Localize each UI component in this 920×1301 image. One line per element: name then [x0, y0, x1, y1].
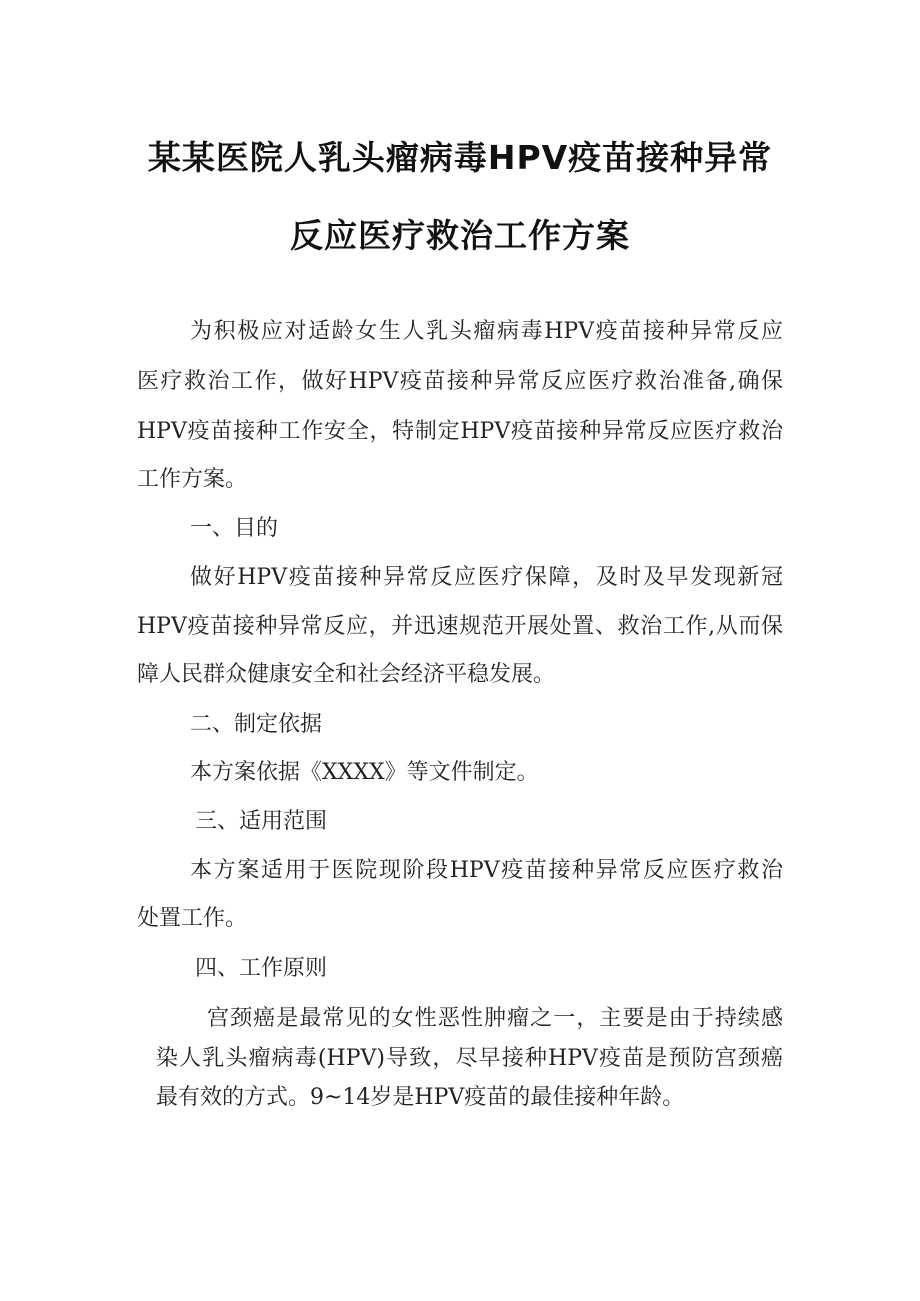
section-body-line: HPV疫苗接种异常反应，并迅速规范开展处置、救治工作,从而保 [137, 614, 783, 639]
intro-paragraph-line: 为积极应对适龄女生人乳头瘤病毒HPV疫苗接种异常反应 [190, 319, 783, 344]
section-body-line: 最有效的方式。9~14岁是HPV疫苗的最佳接种年龄。 [156, 1085, 685, 1110]
section-body-line: 做好HPV疫苗接种异常反应医疗保障，及时及早发现新冠 [190, 565, 783, 590]
intro-paragraph-line: HPV疫苗接种工作安全，特制定HPV疫苗接种异常反应医疗救治 [137, 419, 783, 444]
section-heading: 二、制定依据 [190, 712, 323, 737]
intro-paragraph-line: 工作方案。 [137, 467, 248, 492]
section-heading: 一、目的 [190, 516, 279, 541]
section-heading: 四、工作原则 [195, 956, 328, 981]
section-body-line: 处置工作。 [137, 906, 248, 931]
intro-paragraph-line: 医疗救治工作，做好HPV疫苗接种异常反应医疗救治准备,确保 [137, 369, 783, 394]
section-body-line: 宫颈癌是最常见的女性恶性肿瘤之一，主要是由于持续感 [207, 1006, 783, 1031]
document-title-line-1: 某某医院人乳头瘤病毒HPV疫苗接种异常 [147, 138, 773, 177]
section-body-line: 染人乳头瘤病毒(HPV)导致，尽早接种HPV疫苗是预防宫颈癌 [156, 1046, 783, 1071]
section-body-line: 本方案依据《XXXX》等文件制定。 [190, 760, 539, 785]
document-title-line-2: 反应医疗救治工作方案 [290, 216, 630, 255]
section-heading: 三、适用范围 [195, 809, 328, 834]
section-body-line: 障人民群众健康安全和社会经济平稳发展。 [137, 662, 556, 687]
section-body-line: 本方案适用于医院现阶段HPV疫苗接种异常反应医疗救治 [190, 858, 783, 883]
